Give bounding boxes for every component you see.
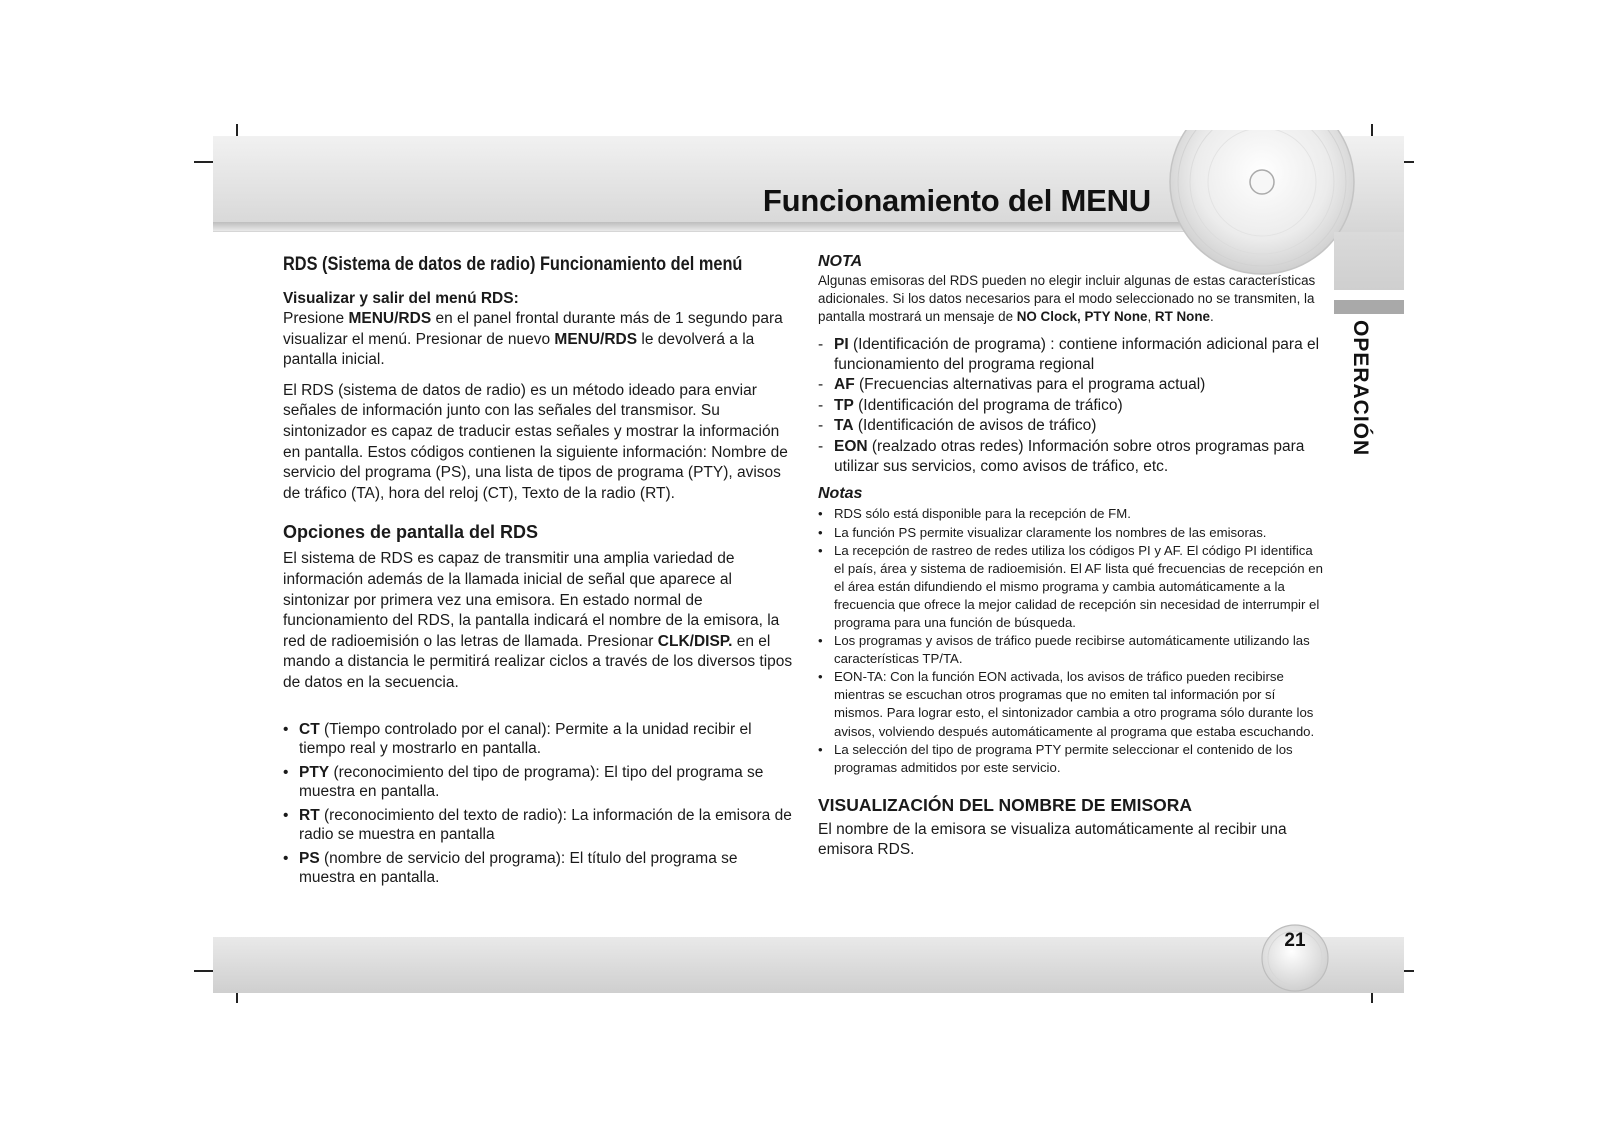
- text-run: (Identificación del programa de tráfico): [853, 396, 1123, 414]
- header-rule: [213, 222, 1193, 231]
- notas-list: [818, 505, 1324, 776]
- text-run: Presione: [283, 310, 349, 327]
- page-title: Funcionamiento del MENU: [762, 183, 1151, 218]
- bold-term: RT None: [1154, 309, 1210, 325]
- notas-heading: Notas: [818, 485, 863, 503]
- bold-term: RT: [299, 806, 320, 824]
- text-run: .: [1209, 309, 1214, 325]
- bold-term: PS: [299, 849, 320, 867]
- main-heading: RDS (Sistema de datos de radio) Funcionamiento del menú: [283, 254, 743, 275]
- visualizar-paragraph: [283, 309, 793, 371]
- text-run: en el mando a distancia le permitirá realizar ciclos a través de los diversos tipos de datos en la secuencia.: [283, 632, 793, 691]
- text-run: (reconocimiento del texto de radio): La información de la emisora de radio se muestra en pantalla: [299, 806, 792, 843]
- bold-term: CLK/DISP.: [657, 632, 733, 650]
- station-paragraph: El nombre de la emisora se visualiza automáticamente al recibir una emisora RDS.: [818, 820, 1287, 859]
- rds-codes-list: [818, 335, 1324, 478]
- text-run: (Tiempo controlado por el canal): Permite a la unidad recibir el tiempo real y mostrarlo en pantalla.: [299, 720, 752, 757]
- list-item: [283, 763, 793, 801]
- page-number: 21: [1284, 930, 1306, 951]
- list-item: • La función PS permite visualizar claramente los nombres de las emisoras.: [818, 524, 1324, 542]
- bold-term: NO Clock, PTY None: [1016, 309, 1148, 325]
- list-item: [283, 806, 793, 844]
- rds-paragraph: El RDS (sistema de datos de radio) es un método ideado para enviar señales de información junto con las señales del transmisor. Su sintonizador es capaz de traducir estas señales y mostrar la información en pantalla. Estos códigos contienen la siguiente información: Nombre de servicio del programa (PS), una lista de tipos de programa (PTY), avisos de tráfico (TA), hora del reloj (CT), Texto de la radio (RT).: [283, 381, 788, 502]
- list-item: • EON-TA: Con la función EON activada, los avisos de tráfico pueden recibirse mientras se escuchan otros programas que no emiten tal información por sí mismos. Para lograr esto, el sintonizador cambia a otro programa sólo durante los avisos, volviendo después automáticamente al programa que estaba escuchando.: [818, 668, 1324, 740]
- list-item: • Los programas y avisos de tráfico puede recibirse automáticamente utilizando las características TP/TA.: [818, 632, 1324, 668]
- code-list: [283, 720, 793, 887]
- text-run: en el panel frontal durante más de 1 segundo para visualizar el menú. Presionar de nuevo: [283, 310, 783, 348]
- footer-band: [213, 937, 1404, 993]
- left-column: [283, 250, 793, 892]
- list-item: • La recepción de rastreo de redes utiliza los códigos PI y AF. El código PI identifica el país, área y sistema de radioemisión. El AF lista qué frecuencias de recepción en el área están difundiendo el mismo programa y cambia automáticamente a la frecuencia que ofrece la mejor calidad de recepción sin necesidad de interrumpir el programa para una función de búsqueda.: [818, 542, 1324, 632]
- station-heading: VISUALIZACIÓN DEL NOMBRE DE EMISORA: [818, 794, 1193, 815]
- bold-term: CT: [299, 720, 320, 738]
- list-item: [818, 416, 1324, 436]
- text-run: ,: [1147, 309, 1155, 325]
- right-column: [818, 253, 1324, 861]
- nota-paragraph: [818, 272, 1324, 327]
- list-item: [283, 849, 793, 887]
- text-run: (realzado otras redes) Información sobre otros programas para utilizar sus servicios, como avisos de tráfico, etc.: [834, 437, 1305, 476]
- text-run: (reconocimiento del tipo de programa): El tipo del programa se muestra en pantalla.: [299, 763, 764, 800]
- section-tab: [1334, 300, 1404, 314]
- text-run: (Frecuencias alternativas para el programa actual): [854, 376, 1206, 394]
- section-label: OPERACIÓN: [1349, 320, 1372, 457]
- text-run: Algunas emisoras del RDS pueden no elegir incluir algunas de estas características adicionales. Si los datos necesarios para el modo seleccionado no se transmiten, la pantalla mostrará un mensaje de: [818, 273, 1316, 325]
- bold-term: PI: [834, 335, 849, 353]
- list-item: • La selección del tipo de programa PTY permite seleccionar el contenido de los programas admitidos por este servicio.: [818, 741, 1324, 777]
- bold-term: MENU/RDS: [554, 330, 638, 348]
- list-item: [818, 375, 1324, 395]
- visualizar-heading: Visualizar y salir del menú RDS:: [283, 290, 519, 307]
- options-heading: Opciones de pantalla del RDS: [283, 522, 539, 543]
- options-paragraph: [283, 549, 793, 693]
- bold-term: EON: [834, 437, 868, 455]
- list-item: • RDS sólo está disponible para la recepción de FM.: [818, 505, 1324, 523]
- list-item: [818, 437, 1324, 478]
- list-item: [283, 720, 793, 758]
- bold-term: AF: [834, 376, 855, 394]
- list-item: [818, 396, 1324, 416]
- text-run: El sistema de RDS es capaz de transmitir una amplia variedad de información además de la llamada inicial de señal que aparece al sintonizar por primera vez una emisora. En estado normal de funcionamiento del RDS, la pantalla indicará el nombre de la emisora, la red de radioemisión o las letras de llamada. Presionar: [283, 550, 780, 650]
- list-item: [818, 335, 1324, 376]
- bold-term: TP: [834, 396, 854, 414]
- text-run: (Identificación de programa) : contiene información adicional para el funcionamiento del programa regional: [834, 335, 1320, 374]
- bold-term: PTY: [299, 763, 330, 781]
- bold-term: TA: [834, 417, 854, 435]
- text-run: le devolverá a la pantalla inicial.: [283, 330, 755, 369]
- side-band: [1334, 232, 1404, 290]
- text-run: (Identificación de avisos de tráfico): [853, 417, 1097, 435]
- bold-term: MENU/RDS: [348, 310, 432, 327]
- text-run: (nombre de servicio del programa): El título del programa se muestra en pantalla.: [299, 849, 738, 886]
- nota-heading: NOTA: [818, 253, 863, 270]
